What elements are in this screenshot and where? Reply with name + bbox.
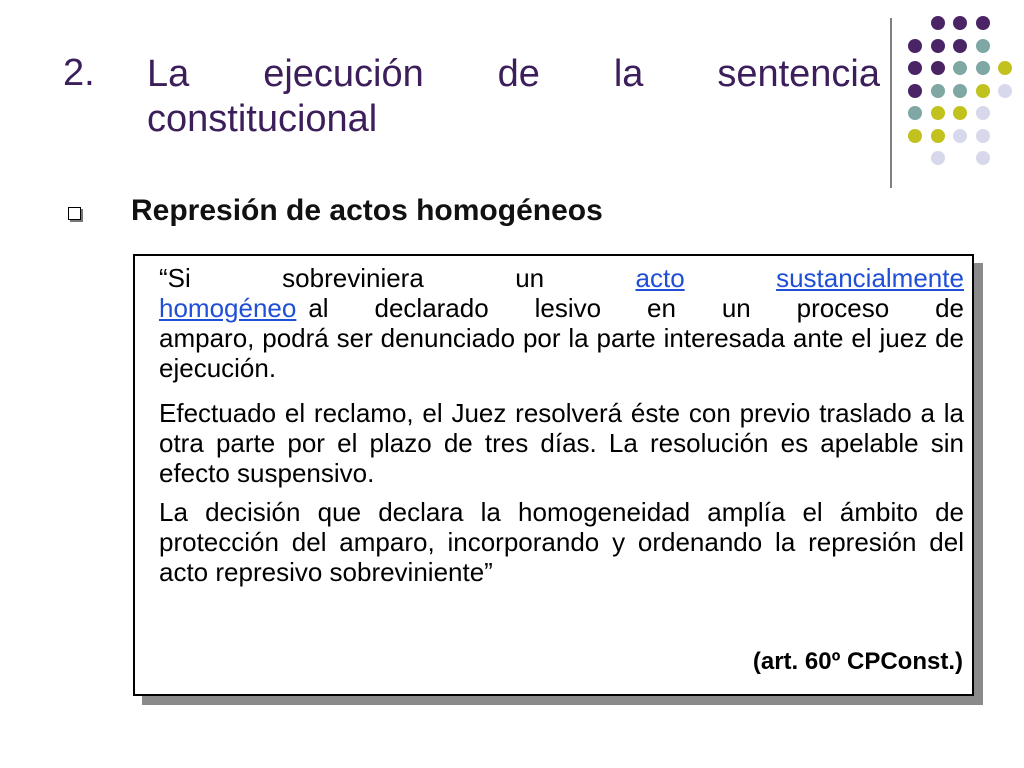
decorative-dot [953,106,967,120]
decorative-dot [908,84,922,98]
decorative-dot [931,106,945,120]
quote-line [159,263,964,293]
title-word: ejecución [263,53,424,95]
decorative-dot [953,61,967,75]
decorative-dot [931,16,945,30]
quote-word: “Si [159,263,191,293]
decorative-dot [931,84,945,98]
decorative-dot [976,151,990,165]
title-word: de [497,53,540,95]
decorative-dot [931,61,945,75]
quote-word: sobreviniera [282,263,424,293]
square-bullet-icon [68,207,81,220]
quote-word: un [515,263,545,293]
decorative-dot [998,84,1012,98]
decorative-dot [931,151,945,165]
highlight-link-sustancialmente[interactable]: sustancialmente [776,263,964,293]
decorative-dot [931,39,945,53]
highlight-link-homogeneo[interactable]: homogéneo [159,293,297,323]
title-word: la [613,53,644,95]
decorative-dot [931,129,945,143]
quote-paragraph-2: Efectuado el reclamo, el Juez resolverá éste con previo traslado a la otra parte por el plazo de tres días. La resolución es apelable sin efecto suspensivo. [159,398,964,488]
decorative-dot [908,39,922,53]
decorative-dot [976,84,990,98]
decorative-dot [908,106,922,120]
quote-text: al declarado lesivo en un proceso de [308,293,964,323]
slide-title-number: 2. [63,52,95,94]
quote-line [159,293,964,323]
decorative-dot [908,61,922,75]
decorative-dot [976,129,990,143]
slide-title-line2: constitucional [147,98,378,140]
slide-subtitle: Represión de actos homogéneos [131,194,603,227]
decorative-dot [953,84,967,98]
highlight-link-acto[interactable]: acto [635,263,685,293]
decorative-dot [976,16,990,30]
title-word: La [147,53,190,95]
slide-title [147,52,880,142]
decorative-dot [953,16,967,30]
quote-paragraph-1 [159,263,964,383]
quote-paragraph-3: La decisión que declara la homogeneidad amplía el ámbito de protección del amparo, incorporando y ordenando la represión del acto represivo sobreviniente” [159,497,964,587]
decorative-dot [976,61,990,75]
decorative-dot [953,129,967,143]
decorative-dot [976,39,990,53]
citation: (art. 60º CPConst.) [752,648,963,675]
divider-line [890,18,892,188]
decorative-dot [953,39,967,53]
title-word: sentencia [717,53,880,95]
quote-text: amparo, podrá ser denunciado por la parte interesada ante el juez de ejecución. [159,323,964,383]
decorative-dot [998,61,1012,75]
decorative-dot [908,129,922,143]
decorative-dot [976,106,990,120]
slide-title-line1 [147,52,880,97]
